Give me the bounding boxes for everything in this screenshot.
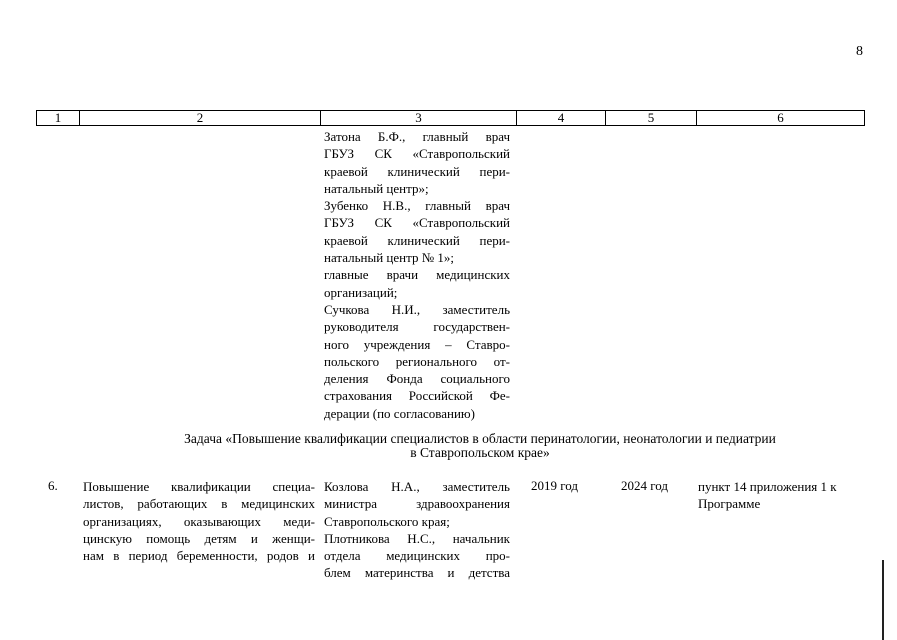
page-number: 8 (856, 44, 863, 59)
text-line: Плотникова Н.С., начальник (324, 530, 510, 546)
text-line: главные врачи медицинских (324, 267, 510, 283)
text-line: министра здравоохранения (324, 496, 510, 512)
text-line: Козлова Н.А., заместитель (324, 479, 510, 494)
text-line: организациях, оказывающих меди- (83, 513, 315, 529)
text-line: натальный центр № 1»; (324, 250, 454, 266)
text-line: ГБУЗ СК «Ставропольский (324, 146, 510, 162)
text-line: руководителя государствен- (324, 319, 510, 335)
text-line: организаций; (324, 284, 398, 300)
text-line: Сучкова Н.И., заместитель (324, 301, 510, 317)
text-line: Ставропольского края; (324, 513, 450, 529)
text-line: дерации (по согласованию) (324, 405, 475, 421)
text-line: отдела медицинских про- (324, 548, 510, 564)
task-heading (100, 432, 860, 460)
start-year-cell: 2019 год (531, 478, 578, 493)
text-line: ного учреждения – Ставро- (324, 336, 510, 352)
table-header-row (36, 110, 865, 126)
scan-edge-line (882, 560, 884, 640)
text-line: Затона Б.Ф., главный врач (324, 129, 510, 144)
responsible-cell (324, 478, 510, 582)
column-number-6: 6 (777, 110, 784, 125)
end-year-cell: 2024 год (621, 478, 668, 493)
column-number-2: 2 (80, 111, 321, 125)
text-line: цинскую помощь детям и женщи- (83, 530, 315, 546)
text-line: нам в период беременности, родов и (83, 548, 315, 564)
text-line: Повышение квалификации специа- (83, 479, 315, 494)
text-line: страхования Российской Фе- (324, 388, 510, 404)
text-line: краевой клинический пери- (324, 163, 510, 179)
text-line: блем материнства и детства (324, 565, 510, 581)
column-number-1: 1 (37, 111, 80, 125)
column-number-4: 4 (517, 111, 606, 125)
text-line: ГБУЗ СК «Ставропольский (324, 215, 510, 231)
text-line: листов, работающих в медицинских (83, 496, 315, 512)
continued-responsible-cell (324, 128, 510, 422)
text-line: Зубенко Н.В., главный врач (324, 198, 510, 214)
column-number-3: 3 (321, 111, 517, 125)
activity-cell (83, 478, 315, 564)
reference-cell (698, 478, 868, 513)
column-number-5: 5 (606, 111, 697, 125)
task-heading-line-1: Задача «Повышение квалификации специалистов в области перинатологии, неонатологии и педиатрии (184, 431, 776, 446)
row-number: 6. (48, 478, 58, 493)
text-line: пункт 14 приложения 1 к (698, 479, 837, 494)
text-line: польского регионального от- (324, 353, 510, 369)
text-line: краевой клинический пери- (324, 232, 510, 248)
text-line: натальный центр»; (324, 180, 429, 196)
text-line: деления Фонда социального (324, 371, 510, 387)
text-line: Программе (698, 496, 761, 512)
task-heading-line-2: в Ставропольском крае» (410, 445, 550, 460)
